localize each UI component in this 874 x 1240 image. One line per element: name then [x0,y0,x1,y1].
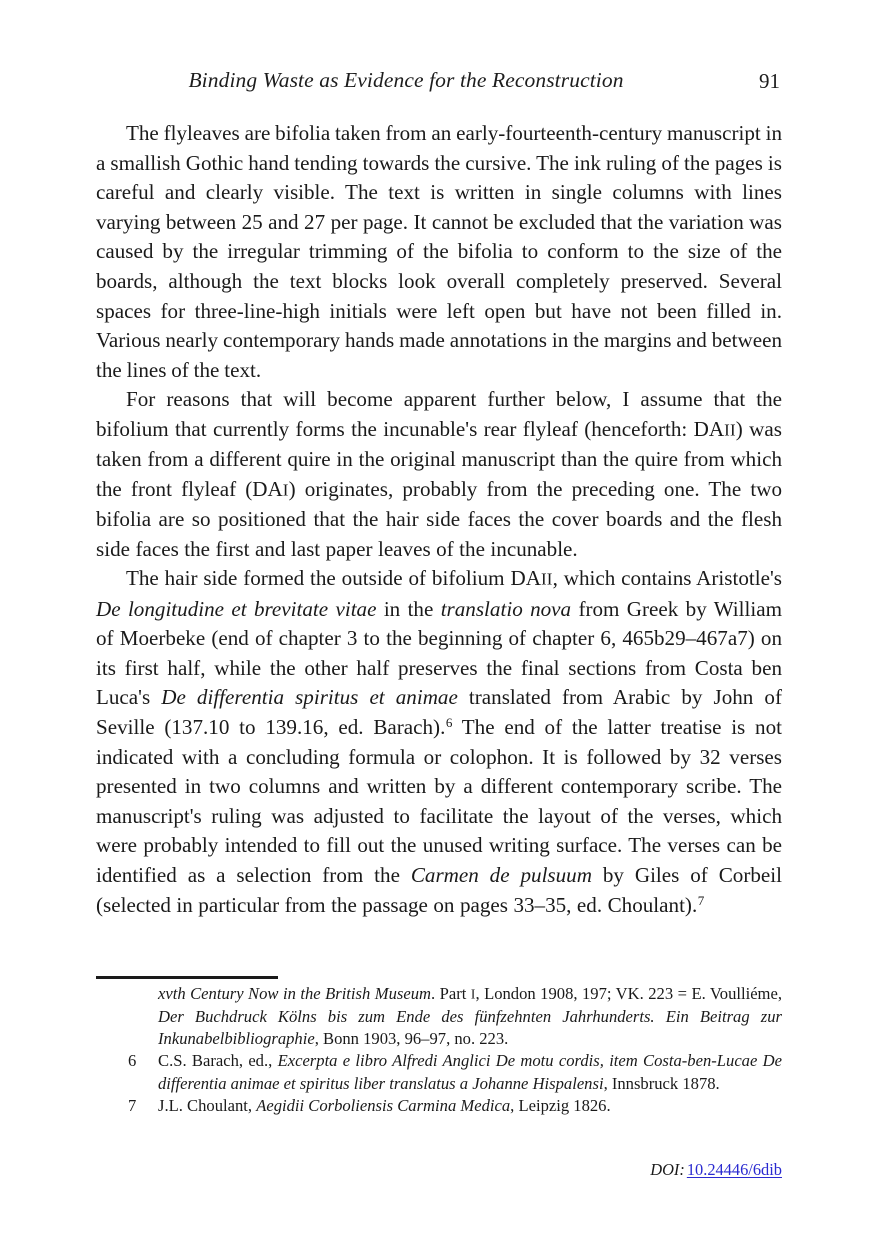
paragraph-2-run-3: ) originates, probably from the preceding one. The two bifolia are so positioned that the hair side faces the cover boards and the flesh side faces the first and last paper leaves of the incunable. [96,476,782,561]
paragraph-3-run-5: translated from Arabic by John of Seville (137.10 to 139.16, ed. Barach). [96,685,782,739]
paragraph-3 [96,564,782,920]
siglum-daii-1: II [724,420,736,440]
footnote-continuation-run-3: , Bonn 1903, 96–97, no. 223. [314,1029,509,1049]
footnote-7-work-title: Aegidii Corboliensis Carmina Medica [256,1095,511,1115]
footnote-continuation-run-1: . Part [430,984,471,1003]
term-translatio-nova: translatio nova [440,596,572,621]
footnote-item-7 [128,1095,782,1117]
paragraph-3-run-6: The end of the latter treatise is not indicated with a concluding formula or colophon. It is followed by 32 verses presented in two columns and written by a different contemporary scribe. The manuscript's ruling was adjusted to facilitate the layout of the verses, which were probably intended to fill out the unused writing surface. The verses can be identified as a selection from the [96,714,782,887]
footnote-separator-rule [96,976,278,979]
footnote-7-run-1: J.L. Choulant, [158,1095,257,1115]
footnote-ref-7[interactable]: 7 [697,892,705,908]
footnote-6-run-1: C.S. Barach, ed., [158,1051,278,1071]
footnote-item-6 [128,1050,782,1094]
footnote-continuation-run-2: , London 1908, 197; VK. 223 = E. Voulliéme, [475,984,782,1003]
paragraph-2 [96,385,782,564]
paragraph-3-run-1: The hair side formed the outside of bifolium DA [126,566,541,591]
body-text-block [96,119,782,920]
paragraph-2-run-1: For reasons that will become apparent further below, I assume that the bifolium that currently forms the incunable's rear flyleaf (henceforth: DA [96,387,782,441]
footnote-number-6: 6 [128,1051,137,1071]
running-head [96,68,780,102]
footnote-continuation [128,983,782,1050]
siglum-dai-1: I [282,480,289,500]
paragraph-1 [96,119,782,385]
paragraph-3-run-4: from Greek by William of Moerbeke (end of chapter 3 to the beginning of chapter 6, 465b29–467a7) on its first half, while the other half preserves the final sections from Costa ben Luca's [96,596,782,710]
siglum-daii-2: II [540,570,553,590]
footnote-number-7: 7 [128,1095,137,1115]
footnote-continuation-title: xvth Century Now in the British Museum [158,984,431,1003]
footnote-6-run-2: , Innsbruck 1878. [603,1073,720,1093]
footnote-area [128,983,782,1117]
doi-link[interactable]: 10.24446/6dib [686,1160,782,1179]
footnote-continuation-work-title: Der Buchdruck Kölns bis zum Ende des fünfzehnten Jahrhunderts. Ein Beitrag zur Inkunabelbibliographie [158,1006,782,1049]
paragraph-3-run-3: in the [376,596,441,621]
footnote-7-run-2: , Leipzig 1826. [510,1095,611,1115]
work-title-de-longitudine: De longitudine et brevitate vitae [96,596,377,621]
footnote-6-work-title: Excerpta e libro Alfredi Anglici De motu cordis, item Costa-ben-Lucae De differentia animae et spiritus liber translatus a Johanne Hispalensi [158,1051,782,1093]
paragraph-1-text: The flyleaves are bifolia taken from an early-fourteenth-century manuscript in a smallish Gothic hand tending towards the cursive. The ink ruling of the pages is careful and clearly visible. The text is written in single columns with lines varying between 25 and 27 per page. It cannot be excluded that the variation was caused by the irregular trimming of the bifolia to conform to the size of the boards, although the text blocks look overall completely preserved. Several spaces for three-line-high initials were left open but have not been filled in. Various nearly contemporary hands made annotations in the margins and between the lines of the text. [96,121,783,382]
running-head-title: Binding Waste as Evidence for the Reconstruction [188,68,624,92]
work-title-de-differentia: De differentia spiritus et animae [161,685,458,710]
page-number: 91 [759,69,780,93]
doi-line [650,1160,782,1180]
paragraph-3-run-7: by Giles of Corbeil (selected in particular from the passage on pages 33–35, ed. Choulant). [96,862,782,917]
work-title-carmen-de-pulsuum: Carmen de pulsuum [410,862,592,887]
doi-label: DOI: [650,1160,685,1179]
footnote-ref-6[interactable]: 6 [445,715,453,731]
footnote-continuation-part-numeral: I [470,986,476,1002]
paragraph-2-run-2: ) was taken from a different quire in the original manuscript than the quire from which the front flyleaf (DA [96,416,782,501]
paragraph-3-run-2: , which contains Aristotle's [552,566,783,591]
